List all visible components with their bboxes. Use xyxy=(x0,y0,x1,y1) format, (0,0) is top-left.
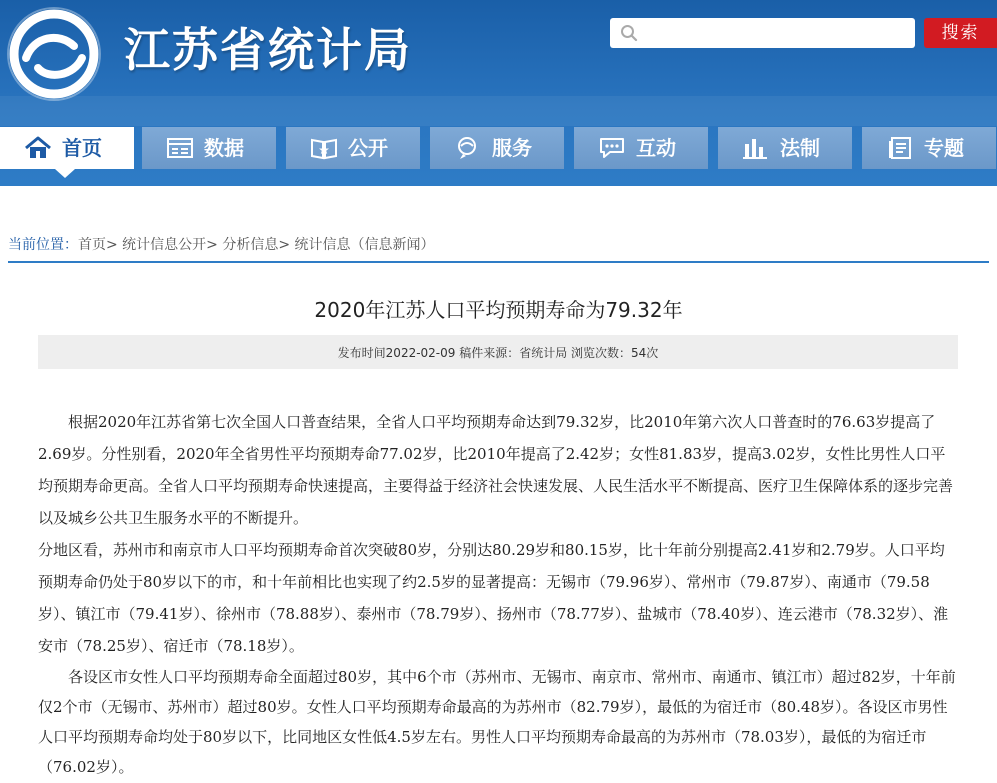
nav-item-home[interactable] xyxy=(0,127,134,169)
nav-label: 服务 xyxy=(492,136,532,160)
nav-item-interact[interactable] xyxy=(574,127,708,169)
article-paragraph: 根据2020年江苏省第七次全国人口普查结果，全省人口平均预期寿命达到79.32岁，比2010年第六次人口普查时的76.63岁提高了2.69岁。分性别看，2020年全省男性平均预期寿命77.02岁，比2010年提高了2.42岁；女性81.83岁，提高3.02岁，女性比男性人口平均预期寿命更高。全省人口平均预期寿命快速提高，主要得益于经济社会快速发展、人民生活水平不断提高、医疗卫生保障体系的逐步完善以及城乡公共卫生服务水平的不断提升。 xyxy=(38,413,954,527)
service-icon xyxy=(454,136,482,160)
search-input[interactable] xyxy=(646,22,901,44)
site-title: 江苏省统计局 xyxy=(124,23,412,77)
article-body xyxy=(38,406,956,782)
nav-label: 法制 xyxy=(780,136,820,160)
active-tab-pointer xyxy=(55,169,75,178)
law-icon xyxy=(742,136,770,160)
open-book-icon xyxy=(310,136,338,160)
topic-icon xyxy=(886,136,914,160)
data-icon xyxy=(166,136,194,160)
chat-icon xyxy=(598,136,626,160)
site-header xyxy=(0,0,997,186)
search-icon xyxy=(620,24,638,42)
breadcrumb-path[interactable]: 首页> 统计信息公开> 分析信息> 统计信息（信息新闻） xyxy=(78,237,435,253)
nav-item-open[interactable] xyxy=(286,127,420,169)
search-button[interactable]: 搜索 xyxy=(924,18,997,48)
nav-item-law[interactable] xyxy=(718,127,852,169)
nav-item-topic[interactable] xyxy=(862,127,996,169)
article-meta-bar xyxy=(38,335,958,369)
nav-label: 数据 xyxy=(204,136,244,160)
breadcrumb xyxy=(8,234,435,254)
nav-label: 专题 xyxy=(924,136,964,160)
nav-item-service[interactable] xyxy=(430,127,564,169)
nav-label: 首页 xyxy=(62,136,102,160)
search-box[interactable] xyxy=(610,18,915,48)
nav-item-data[interactable] xyxy=(142,127,276,169)
article-title: 2020年江苏人口平均预期寿命为79.32年 xyxy=(314,298,683,322)
article-paragraph: 分地区看，苏州市和南京市人口平均预期寿命首次突破80岁，分别达80.29岁和80.15岁，比十年前分别提高2.41岁和2.79岁。人口平均预期寿命仍处于80岁以下的市，和十年前相比也实现了约2.5岁的显著提高：无锡市（79.96岁）、常州市（79.87岁）、南通市（79.58岁）、镇江市（79.41岁）、徐州市（78.88岁）、泰州市（78.79岁）、扬州市（78.77岁）、盐城市（78.40岁）、连云港市（78.32岁）、淮安市（78.25岁）、宿迁市（78.18岁）。 xyxy=(38,541,949,655)
home-icon xyxy=(24,136,52,160)
site-logo-icon[interactable] xyxy=(4,6,104,102)
nav-label: 公开 xyxy=(348,136,388,160)
article-meta: 发布时间2022-02-09 稿件来源：省统计局 浏览次数：54次 xyxy=(337,346,659,360)
main-nav xyxy=(0,127,997,169)
article-paragraph: 各设区市女性人口平均预期寿命全面超过80岁，其中6个市（苏州市、无锡市、南京市、常州市、南通市、镇江市）超过82岁，十年前仅2个市（无锡市、苏州市）超过80岁。女性人口平均预期寿命最高的为苏州市（82.79岁），最低的为宿迁市（80.48岁）。各设区市男性人口平均预期寿命均处于80岁以下，比同地区女性低4.5岁左右。男性人口平均预期寿命最高的为苏州市（78.03岁），最低的为宿迁市（76.02岁）。 xyxy=(38,668,956,776)
header-stripe xyxy=(0,96,997,126)
breadcrumb-divider xyxy=(8,261,989,263)
nav-label: 互动 xyxy=(636,136,676,160)
breadcrumb-lead: 当前位置： xyxy=(8,237,78,253)
